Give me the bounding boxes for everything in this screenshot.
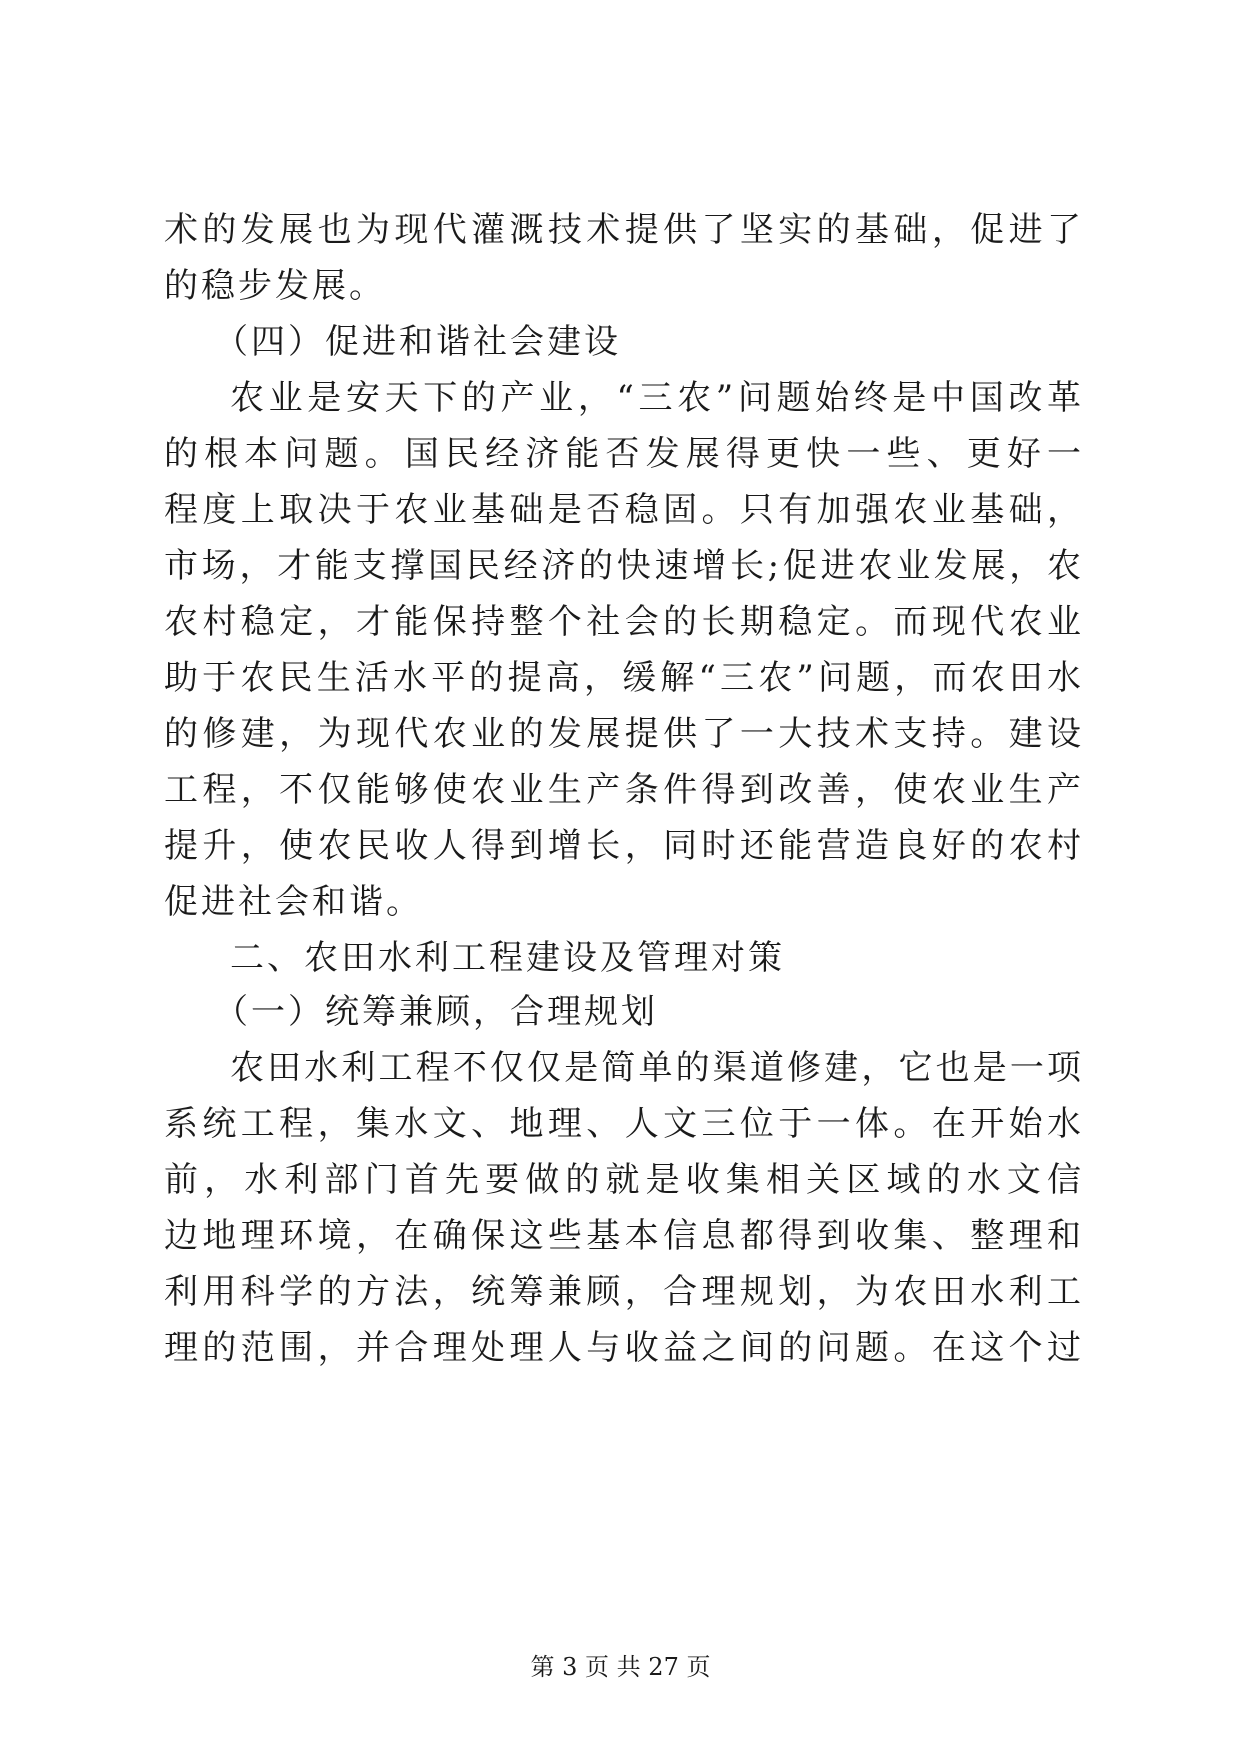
body-text-line: 边地理环境，在确保这些基本信息都得到收集、整理和 — [164, 1216, 1084, 1256]
subsection-heading: （一）统筹兼顾，合理规划 — [214, 992, 658, 1032]
body-text-line: 助于农民生活水平的提高，缓解“三农”问题，而农田水 — [164, 658, 1084, 698]
body-text-line: 的稳步发展。 — [164, 266, 386, 306]
body-text-line: 的根本问题。国民经济能否发展得更快一些、更好一 — [164, 434, 1084, 474]
body-text-line: 市场，才能支撑国民经济的快速增长;促进农业发展，农 — [164, 546, 1084, 586]
body-text-line: 农业是安天下的产业，“三农”问题始终是中国改革 — [230, 378, 1084, 418]
body-text-line: 农村稳定，才能保持整个社会的长期稳定。而现代农业 — [164, 602, 1084, 642]
body-text-line: 程度上取决于农业基础是否稳固。只有加强农业基础， — [164, 490, 1084, 530]
body-text-line: 理的范围，并合理处理人与收益之间的问题。在这个过 — [164, 1328, 1084, 1368]
body-text-line: 利用科学的方法，统筹兼顾，合理规划，为农田水利工 — [164, 1272, 1084, 1312]
body-text-line: 农田水利工程不仅仅是简单的渠道修建，它也是一项 — [230, 1048, 1084, 1088]
section-heading: （四）促进和谐社会建设 — [214, 322, 621, 362]
body-text-line: 系统工程，集水文、地理、人文三位于一体。在开始水 — [164, 1104, 1084, 1144]
page-footer: 第 3 页 共 27 页 — [530, 1653, 711, 1681]
section-heading: 二、农田水利工程建设及管理对策 — [230, 938, 785, 978]
body-text-line: 促进社会和谐。 — [164, 882, 423, 922]
body-text-line: 术的发展也为现代灌溉技术提供了坚实的基础，促进了 — [164, 210, 1084, 250]
body-text-line: 前，水利部门首先要做的就是收集相关区域的水文信 — [164, 1160, 1084, 1200]
body-text-line: 工程，不仅能够使农业生产条件得到改善，使农业生产 — [164, 770, 1084, 810]
body-text-line: 提升，使农民收人得到增长，同时还能营造良好的农村 — [164, 826, 1084, 866]
body-text-line: 的修建，为现代农业的发展提供了一大技术支持。建设 — [164, 714, 1084, 754]
